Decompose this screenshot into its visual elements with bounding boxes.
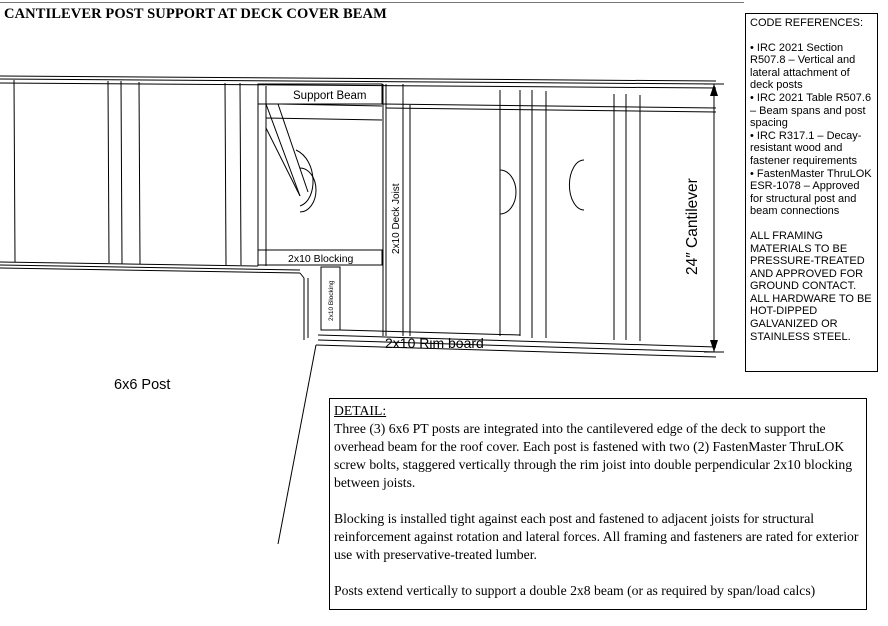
code-reference-item: • FastenMaster ThruLOK ESR-1078 – Approved for structural post and beam connections bbox=[750, 167, 872, 218]
detail-heading: DETAIL: bbox=[334, 403, 387, 418]
blocking-vertical-label: 2x10 Blocking bbox=[328, 280, 335, 321]
cantilever-arrow-bottom bbox=[710, 340, 718, 352]
blocking-horizontal-label: 2x10 Blocking bbox=[288, 253, 354, 265]
code-references-box bbox=[745, 13, 878, 372]
rim-board-label: 2x10 Rim board bbox=[385, 335, 484, 351]
post-label: 6x6 Post bbox=[114, 377, 171, 393]
code-reference-item: • IRC 2021 Table R507.6 – Beam spans and post spacing bbox=[750, 91, 872, 130]
code-references-heading: CODE REFERENCES: bbox=[750, 17, 864, 29]
detail-paragraph: Blocking is installed tight against each post and fastened to adjacent joists for structural reinforcement against rotation and lateral forces. All framing and fasteners are rated for exterior use with preservative-treated lumber. bbox=[334, 511, 859, 562]
detail-paragraph: Posts extend vertically to support a double 2x8 beam (or as required by span/load calcs) bbox=[334, 583, 816, 598]
code-reference-item: • IRC R317.1 – Decay-resistant wood and fastener requirements bbox=[750, 129, 862, 167]
rim-board bbox=[318, 335, 716, 347]
framing-materials-note: ALL FRAMING MATERIALS TO BE PRESSURE-TREATED AND APPROVED FOR GROUND CONTACT. ALL HARDWARE TO BE HOT-DIPPED GALVANIZED OR STAINLESS STEEL. bbox=[750, 229, 872, 343]
drawing-title: CANTILEVER POST SUPPORT AT DECK COVER BEAM bbox=[4, 6, 387, 22]
cantilever-label: 24″ Cantilever bbox=[684, 178, 701, 275]
code-reference-item: • IRC 2021 Section R507.8 – Vertical and lateral attachment of deck posts bbox=[750, 41, 856, 92]
detail-box bbox=[329, 398, 867, 610]
cantilever-arrow-top bbox=[710, 84, 718, 96]
post-leader-line bbox=[278, 345, 316, 544]
support-beam-label: Support Beam bbox=[293, 90, 367, 102]
detail-paragraph: Three (3) 6x6 PT posts are integrated into the cantilevered edge of the deck to support the overhead beam for the roof cover. Each post is fastened with two (2) FastenMaster ThruLOK screw bolts, staggered vertically through the rim joist into double perpendicular 2x10 blocking between joists. bbox=[334, 421, 853, 490]
deck-joist-label: 2x10 Deck Joist bbox=[391, 183, 402, 254]
